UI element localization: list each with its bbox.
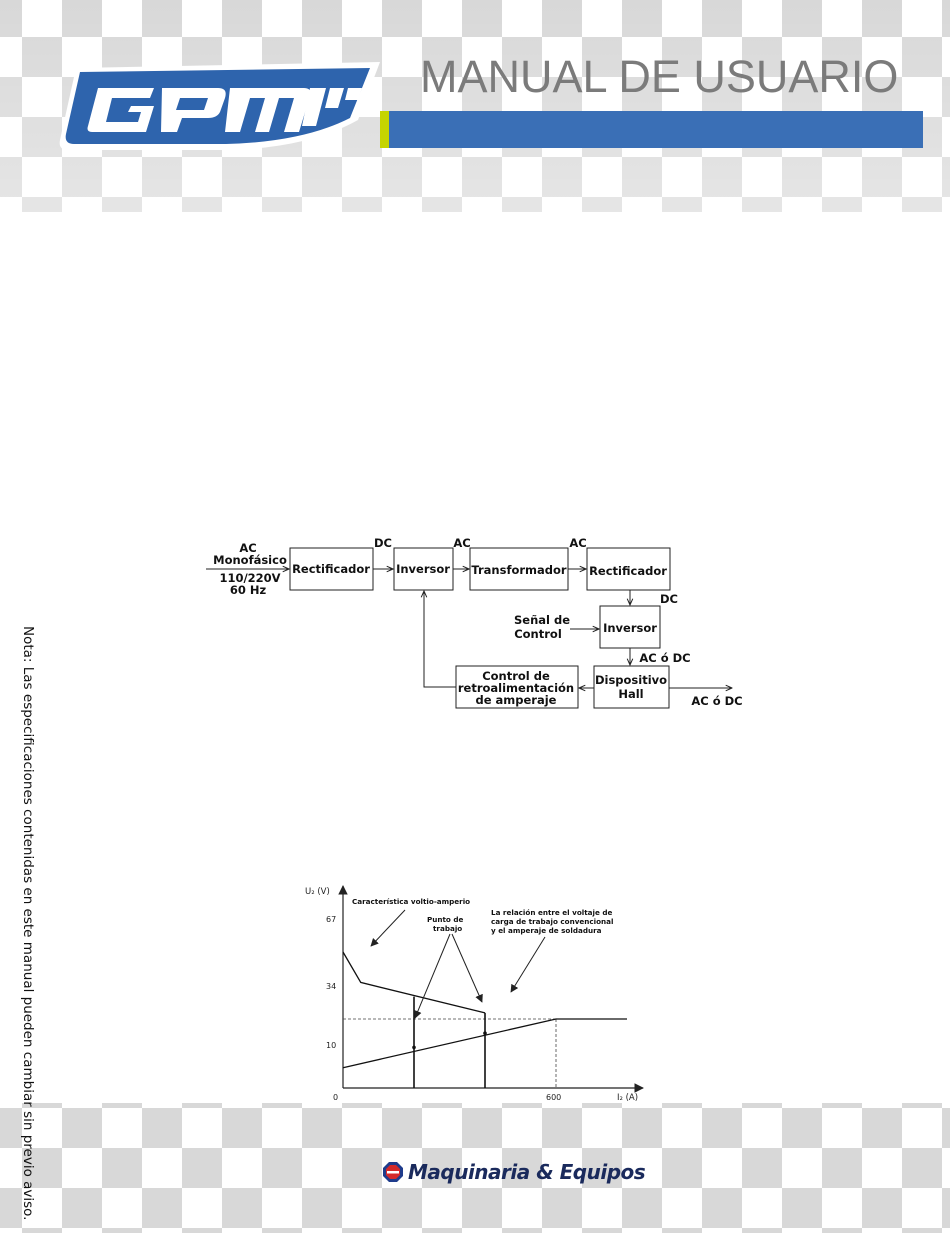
annotation-punto-1: Punto de [427, 915, 464, 924]
box-control-label-1: Control de [482, 669, 550, 683]
box-hall-label-2: Hall [618, 687, 644, 701]
y-tick-67: 67 [326, 915, 337, 924]
gpm-logo [58, 60, 380, 152]
label-senal-1: Señal de [513, 613, 571, 627]
label-dc-2: DC [660, 592, 678, 606]
side-note: Nota: Las especificaciones contenidas en este manual pueden cambiar sin previo aviso. [20, 626, 36, 1221]
maquinaria-emblem-icon [382, 1161, 404, 1183]
annotation-punto-2: trabajo [433, 924, 463, 933]
input-label-voltage: 110/220V [219, 571, 281, 585]
input-label-ac: AC [239, 541, 257, 555]
y-tick-10: 10 [326, 1041, 337, 1050]
box-rectificador-2-label: Rectificador [589, 564, 667, 578]
manual-title: MANUAL DE USUARIO [420, 51, 899, 102]
annotation-relacion-3: y el amperaje de soldadura [491, 926, 602, 935]
label-ac-1: AC [453, 536, 471, 550]
box-control-label-2: retroalimentación [457, 681, 575, 695]
pointer-relacion [511, 937, 545, 992]
annotation-caracteristica: Característica voltio-amperio [352, 897, 471, 906]
label-ac-o-dc-2: AC ó DC [691, 694, 743, 708]
box-inversor-1-label: Inversor [396, 562, 450, 576]
box-transformador-label: Transformador [471, 563, 567, 577]
label-ac-o-dc-1: AC ó DC [639, 651, 691, 665]
y-tick-34: 34 [326, 982, 337, 991]
box-hall-label-1: Dispositivo [594, 673, 668, 687]
footer-brand: Maquinaria & Equipos [408, 1160, 646, 1184]
x-axis-label: I₂ (A) [617, 1093, 639, 1103]
box-rectificador-1-label: Rectificador [292, 562, 370, 576]
arrow-feedback [424, 591, 456, 687]
box-inversor-2-label: Inversor [603, 621, 657, 635]
label-ac-2: AC [569, 536, 587, 550]
label-dc-1: DC [374, 536, 392, 550]
block-diagram [200, 534, 760, 719]
y-axis-label: U₂ (V) [305, 887, 330, 897]
input-label-monofasico: Monofásico [213, 553, 287, 567]
x-tick-600: 600 [546, 1093, 562, 1102]
footer-logo [382, 1160, 645, 1184]
working-point-1 [412, 1046, 416, 1050]
title-accent-bar [380, 111, 923, 148]
input-label-hz: 60 Hz [229, 583, 267, 597]
box-control-label-3: de amperaje [475, 693, 557, 707]
pointer-punto-right [452, 934, 482, 1002]
annotation-relacion-2: carga de trabajo convencional [491, 917, 614, 926]
label-senal-2: Control [514, 627, 562, 641]
pointer-caracteristica [371, 910, 405, 946]
annotation-relacion-1: La relación entre el voltaje de [491, 908, 613, 917]
working-point-2 [483, 1031, 487, 1035]
pointer-punto-left [415, 934, 450, 1018]
x-tick-0: 0 [333, 1093, 339, 1102]
volt-ampere-chart [300, 880, 650, 1105]
